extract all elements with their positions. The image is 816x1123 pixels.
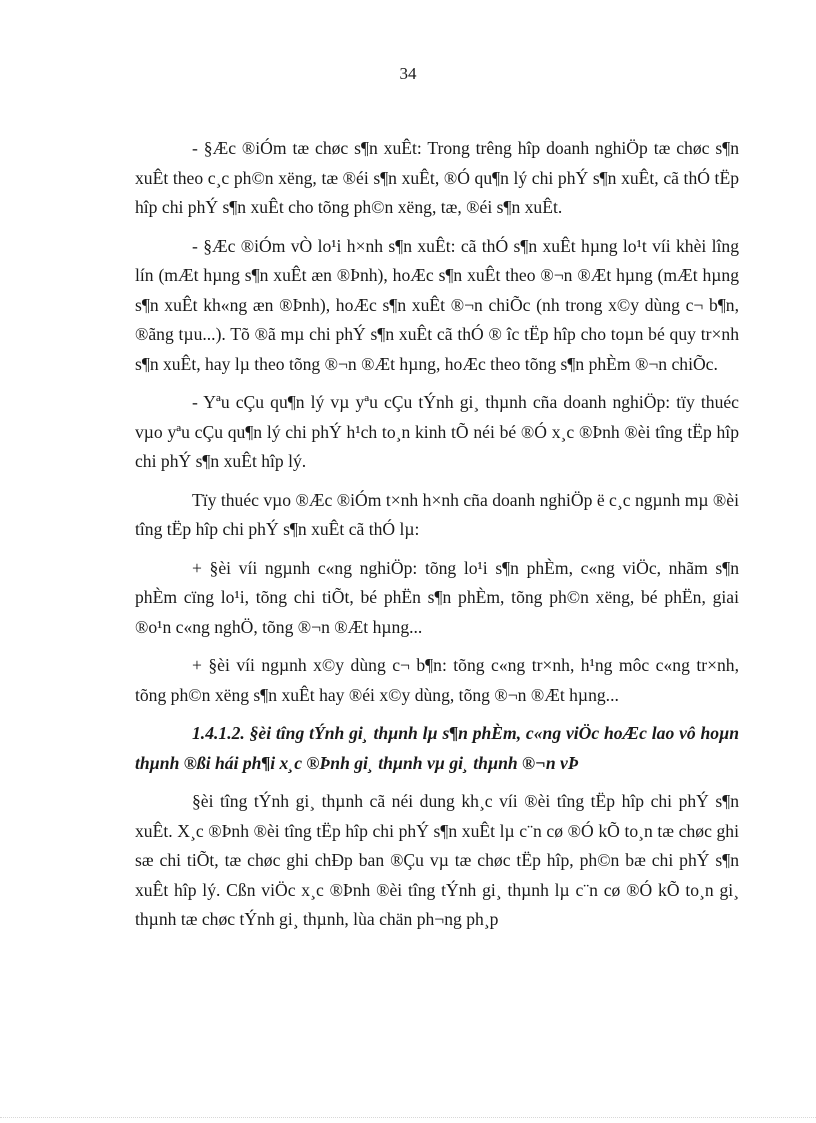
section-heading: 1.4.1.2. §èi tîng tÝnh gi¸ thµnh lµ s¶n phÈm, c«ng viÖc hoÆc lao vô hoµn thµnh ®ßi hái ph¶i x¸c ®Þnh gi¸ thµnh vµ gi¸ thµnh ®¬n vÞ <box>135 723 739 773</box>
paragraph-management-requirements: - Yªu cÇu qu¶n lý vµ yªu cÇu tÝnh gi¸ thµnh cña doanh nghiÖp: tïy thuéc vµo yªu cÇu qu¶n lý chi phÝ h¹ch to¸n kinh tÕ néi bé ®Ó x¸c ®Þnh ®èi tîng tËp hîp chi phÝ s¶n xuÊt hîp lý. <box>135 392 739 471</box>
paragraph-depending-on-characteristics: Tïy thuéc vµo ®Æc ®iÓm t×nh h×nh cña doanh nghiÖp ë c¸c ngµnh mµ ®èi tîng tËp hîp chi phÝ s¶n xuÊt cã thÓ lµ: <box>135 489 739 539</box>
paragraph-costing-object: §èi tîng tÝnh gi¸ thµnh cã néi dung kh¸c víi ®èi tîng tËp hîp chi phÝ s¶n xuÊt. X¸c ®Þnh ®èi tîng tËp hîp chi phÝ s¶n xuÊt lµ c¨n cø ®Ó kÕ to¸n tæ chøc ghi sæ chi tiÕt, tæ chøc ghi chÐp ban ®Çu vµ tæ chøc tËp hîp, ph©n bæ chi phÝ s¶n xuÊt hîp lý. Cßn viÖc x¸c ®Þnh ®èi tîng tÝnh gi¸ thµnh lµ c¨n cø ®Ó kÕ to¸n gi¸ thµnh tæ chøc tÝnh gi¸ thµnh, lùa chän ph¬ng ph¸p <box>135 791 739 929</box>
footer-divider <box>0 1117 816 1118</box>
paragraph-industry-sector: + §èi víi ngµnh c«ng nghiÖp: tõng lo¹i s¶n phÈm, c«ng viÖc, nhãm s¶n phÈm cïng lo¹i, tõng chi tiÕt, bé phËn s¶n phÈm, tõng ph©n xëng, bé phËn, giai ®o¹n c«ng nghÖ, tõng ®¬n ®Æt hµng... <box>135 557 739 637</box>
paragraph-construction-sector: + §èi víi ngµnh x©y dùng c¬ b¶n: tõng c«ng tr×nh, h¹ng môc c«ng tr×nh, tõng ph©n xëng s¶n xuÊt hay ®éi x©y dùng, tõng ®¬n ®Æt hµng... <box>135 655 739 705</box>
paragraph-production-type: - §Æc ®iÓm vÒ lo¹i h×nh s¶n xuÊt: cã thÓ s¶n xuÊt hµng lo¹t víi khèi lîng lín (mÆt hµng s¶n xuÊt æn ®Þnh), hoÆc s¶n xuÊt theo ®¬n ®Æt hµng (mÆt hµng s¶n xuÊt kh«ng æn ®Þnh), hoÆc s¶n xuÊt ®¬n chiÕc (nh trong x©y dùng c¬ b¶n, ®ãng tµu...). Tõ ®ã mµ chi phÝ s¶n xuÊt cã thÓ ® îc tËp hîp cho toµn bé quy tr×nh s¶n xuÊt, hay lµ theo tõng ®¬n ®Æt hµng, hoÆc theo tõng s¶n phÈm ®¬n chiÕc. <box>135 235 739 374</box>
paragraph-production-organization: - §Æc ®iÓm tæ chøc s¶n xuÊt: Trong trêng hîp doanh nghiÖp tæ chøc s¶n xuÊt theo c¸c ph©n xëng, tæ ®éi s¶n xuÊt, ®Ó qu¶n lý chi phÝ s¶n xuÊt, cã thÓ tËp hîp chi phÝ s¶n xuÊt cho tõng ph©n xëng, tæ, ®éi s¶n xuÊt. <box>135 138 739 217</box>
document-body <box>135 134 739 944</box>
page-number: 34 <box>399 64 417 83</box>
